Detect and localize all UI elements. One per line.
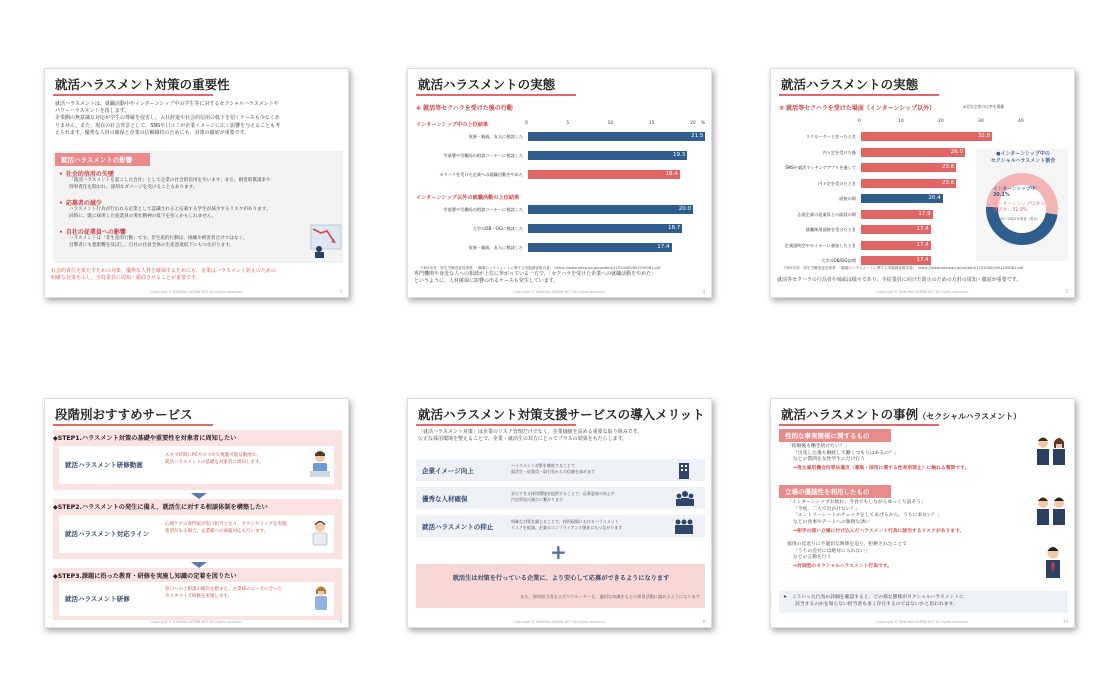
- slide-title: 就活ハラスメントの実態: [418, 77, 556, 92]
- source-text: 令和5年度 厚生労働省委託事業 「職場のハラスメントに関する実態調査報告書」 https://www.mhlw.go.jp/content/11910000/001259081.pdf: [783, 266, 1024, 270]
- merit-name: 企業イメージ向上: [422, 467, 474, 475]
- bar: [861, 163, 956, 172]
- bar-category-label: 志望企業の従業員との面談の場: [797, 211, 856, 217]
- title-underline: [779, 94, 939, 96]
- donut-note: ※2020〜2022卒業者（男女）: [993, 217, 1041, 221]
- bar: [528, 132, 705, 141]
- bar-category-label: 就職採用面接を受けたとき: [805, 227, 856, 232]
- slide-importance: [44, 68, 349, 298]
- bar: [528, 151, 687, 160]
- footer-copyright: Copyright © RAKUNA-ADMIN NET All rights reserved.: [150, 290, 243, 294]
- bar-value-label: 20.0: [678, 206, 691, 212]
- bar-value-label: 23.8: [941, 164, 955, 170]
- donut-outer-label: インターンシップ以外の 就活中：31.9%: [993, 202, 1046, 213]
- title-underline: [779, 424, 939, 426]
- falling-chart-person-icon: [307, 219, 345, 259]
- bar-category-label: 面接の場: [839, 196, 856, 201]
- bar-category-label: 労基署や労働局の相談コーナーに相談した: [443, 207, 523, 212]
- bar-value-label: 20.4: [928, 195, 941, 201]
- unit-label: %: [701, 121, 706, 126]
- axis-tick-label: 10: [898, 119, 904, 124]
- donut-title: ●インターンシップ中の セクシャルハラスメント割合: [990, 151, 1056, 164]
- bar-value-label: 21.5: [691, 133, 704, 139]
- bar-category-label: 家族・親戚、友人に相談した: [468, 134, 523, 139]
- case-result: ⇒対価型のセクシャルハラスメント行為です。: [793, 564, 892, 569]
- group-title: インターンシップ以外の就職活動の上位結果: [416, 195, 520, 201]
- bar: [861, 256, 931, 265]
- two-people-icon: [1033, 495, 1069, 531]
- merit-desc: 明確な対策を講じることで、採用現場におけるハラスメント リスクを低減、企業のコンプライアンス強化にもつながります: [511, 519, 623, 530]
- slide-title: 就活ハラスメントの実態: [781, 77, 919, 92]
- step1-heading: ◆STEP1.ハラスメント対策の基礎や重要性を対象者に周知したい: [53, 435, 237, 442]
- footer-copyright: Copyright © RAKUNA-ADMIN NET All rights reserved.: [150, 620, 243, 624]
- page-number: 6: [339, 619, 342, 624]
- item-heading: • 自社の従業員への影響: [59, 227, 126, 236]
- team-icon: [675, 489, 695, 507]
- case-text: 「結婚後も働き続けたい？」 「出産した後も継続して働くつもりはあるの？」 などの質問を女性学生にだけ行う: [787, 444, 899, 463]
- bar-value-label: 18.7: [668, 225, 681, 231]
- slide-title: 段階別おすすめサービス: [55, 407, 193, 422]
- bar-value-label: 32.8: [977, 133, 991, 139]
- title-underline: [416, 94, 576, 96]
- case-result: ⇒男女雇用機会均等法違反（募集・採用に関する性差別禁止）に触れる質問です。: [793, 466, 970, 471]
- conclusion-sub: また、採用担当者およびリクルーターも、適切な知識をもとに採用活動に臨めるようになります: [520, 594, 700, 599]
- axis-tick-label: 20: [690, 121, 696, 126]
- axis-tick-label: 0: [525, 121, 528, 126]
- conclusion-panel: [416, 564, 705, 608]
- page-number: 14: [1062, 619, 1068, 624]
- page-number: 4: [702, 289, 705, 294]
- title-underline: [53, 94, 213, 96]
- bar: [528, 205, 693, 214]
- page-number: 3: [339, 289, 342, 294]
- bar-value-label: 17.4: [916, 226, 929, 232]
- bar-value-label: 23.8: [941, 179, 955, 186]
- section-header: 性的な事実関係に関するもの: [779, 429, 891, 442]
- title-underline: [53, 424, 213, 426]
- item-body: ハラスメント行為が行われる企業として認識されると応募する学生が減少するリスクがあります。 同時に、既に採用した従業員の愛社精神の低下を招くかもしれません。: [69, 207, 271, 219]
- item-body: 「就活ハラスメントを起こした会社」として企業の社会的信用を失います。また、損害賠償請求や 刑事責任を問われ、深刻なダメージを受けることもあります。: [69, 178, 271, 190]
- axis-tick-label: 10: [607, 121, 614, 126]
- slide-reality-scenes: [770, 68, 1075, 298]
- slide-services-by-step: [44, 398, 349, 628]
- bar: [861, 179, 956, 188]
- bar-category-label: 労基署や労働局の相談コーナーに相談した: [443, 153, 523, 158]
- service-desc: スキマ時間にPCやスマホで視聴可能な動画で、 就活ハラスメントの基礎を対象者に周知します。: [165, 453, 264, 465]
- merit-name: 就活ハラスメントの抑止: [422, 523, 494, 531]
- service-name: 就活ハラスメント対応ライン: [65, 530, 150, 538]
- slide-merits: [407, 398, 712, 628]
- merit-row: [416, 459, 705, 481]
- footer-copyright: Copyright © RAKUNA-ADMIN NET All rights reserved.: [513, 620, 606, 624]
- bar: [861, 241, 931, 250]
- slide-reality-actions: [407, 68, 712, 298]
- bar: [528, 224, 682, 233]
- service-name: 就活ハラスメント研修: [65, 595, 130, 603]
- bar-category-label: リクルーターと会ったとき: [805, 134, 856, 139]
- slide-title: 就活ハラスメント対策の重要性: [55, 77, 230, 92]
- conclusion-text: 就活生は対策を行っている企業に、より安心して応募ができるようになります: [452, 575, 670, 582]
- group-title: インターンシップ中の上位結果: [416, 122, 489, 128]
- bar-value-label: 26.0: [950, 148, 963, 155]
- chart-title: ④ 就活等セクハラを受けた後の行動: [416, 105, 513, 112]
- step3-heading: ◆STEP3.課題に沿った教育・研修を実施し知識の定着を図りたい: [53, 573, 237, 580]
- item-heading: • 応募者の減少: [59, 198, 102, 207]
- building-icon: [677, 461, 691, 479]
- axis-tick-label: 30: [978, 119, 984, 124]
- bar-category-label: 大学のOB/OG訪問: [820, 258, 856, 263]
- person-headset-icon: [307, 519, 333, 551]
- slide-title: 就活ハラスメントの事例（セクシャルハラスメント）: [781, 407, 1022, 422]
- chart-title: ③ 就活等セクハラを受けた場面（インターンシップ以外）: [779, 105, 936, 112]
- businessman-icon: [1041, 545, 1065, 581]
- bar-category-label: セクハラを受けた企業への就職活動をやめた: [439, 172, 523, 177]
- service-name: 就活ハラスメント研修動画: [65, 461, 143, 469]
- title-underline: [416, 424, 576, 426]
- bar: [528, 170, 680, 179]
- bar-value-label: 17.4: [657, 244, 670, 250]
- summary-text: 専門機関や身近な人への相談が上位に挙がっている一方で、「セクハラを受けた企業への就職活動をやめた」 というように、人材確保に影響の出るケースも発生しています。: [414, 271, 657, 285]
- bar-category-label: 内々定を受けた後: [822, 149, 856, 155]
- bar-value-label: 18.4: [665, 171, 678, 177]
- intro-text: 「就活ハラスメント対策」は企業のリスク管理だけでなく、企業価値を高める重要な取り組みです。 公正な採用環境を整えることで、企業・就活生の双方にとってプラスの効果をもたらします。: [418, 429, 643, 443]
- merit-row: [416, 487, 705, 509]
- bar-value-label: 17.4: [916, 257, 929, 263]
- intro-text: 就活ハラスメントは、就職活動中やインターンシップ中の学生等に対するセクシャルハラスメントや パワーハラスメントを指します。 企業側の無意識な対応が学生の尊厳を侵害し、入社辞退や社会的信用の低下を招くケースも少なくあ りません。また、現在の社会背景として、SNSや口コミが企業イメージに広く影響を与えることも考 えられます。優秀な人材の確保と企業の信頼維持のためにも、対策の徹底が重要です。: [55, 101, 281, 136]
- section-header: 就活ハラスメントの影響: [55, 153, 150, 166]
- conclusion-text: 社会的責任を果たすための対策、優秀な人材を確保するためにも、企業はハラスメント防止のための 明確な対策を示し、全従業員に周知・徹底させることが重要です。: [51, 268, 276, 282]
- bar-category-label: 内々定を受けたとき: [818, 180, 856, 186]
- source-text: 令和5年度 厚生労働省委託事業 「職場のハラスメントに関する実態調査報告書」 https://www.mhlw.go.jp/content/11910000/001259081.pdf: [420, 266, 661, 270]
- bar: [861, 132, 992, 141]
- two-people-icon: [1033, 435, 1069, 471]
- bar-category-label: 家族・親戚、友人に相談した: [468, 245, 523, 250]
- case-result: ⇒相手の弱い立場に付け込んだハラスメント行為に該当するリスクがあります。: [793, 529, 965, 534]
- axis-tick-label: 40: [1018, 119, 1024, 124]
- axis-tick-label: 5: [566, 121, 570, 126]
- case-text: 採用の見返りに不適切な関係を迫り、拒絶されたことで 「うちの会社には絶対に入れない」 などの言動を行う: [787, 542, 907, 561]
- footer-copyright: Copyright © RAKUNA-ADMIN NET All rights reserved.: [876, 290, 969, 294]
- axis-tick-label: 20: [938, 119, 944, 124]
- footer-copyright: Copyright © RAKUNA-ADMIN NET All rights reserved.: [876, 620, 969, 624]
- case-text: 「インターンシップお疲れ。今食でもしながらゆっくり話そう」 「今度、二人で出かけない？」 「エントリーシートのチェックをしてあげるから、うちに来ない？」 などの食事やデートへの執拗な誘い: [787, 500, 942, 525]
- chart-note: ※男女全体の比率を掲載: [963, 104, 1005, 109]
- merit-desc: ハラスメント対策を徹底することで 就活生・従業員・取引先からの信頼を高めます: [511, 463, 595, 474]
- slide-cases: [770, 398, 1075, 628]
- item-heading: • 社会的信用の失墜: [59, 169, 114, 178]
- person-presenter-icon: [309, 584, 333, 614]
- merit-row: [416, 515, 705, 537]
- bar: [861, 148, 965, 157]
- plus-icon: +: [550, 540, 567, 564]
- bar-value-label: 19.3: [672, 152, 686, 158]
- service-desc: 心理ケアの専門家が窓口担当となり、カウンセリングを実施。 希望がある場合、企業様への通報対応も行います。: [165, 522, 291, 534]
- item-body: ハラスメントは「非生産的行動」です。非生産的行動は、組織や被害者だけではなく、 目撃者にも悪影響を及ぼし、自社の社員全体の生産意欲低下にもつながります。: [69, 236, 248, 248]
- bar-value-label: 17.4: [916, 241, 929, 248]
- axis-tick-label: 15: [648, 121, 655, 126]
- merit-name: 優秀な人材確保: [422, 495, 468, 503]
- slide-title: 就活ハラスメント対策支援サービスの導入メリット: [418, 407, 705, 422]
- people-group-icon: [673, 517, 695, 535]
- merit-desc: 安心できる採用環境を提供することで、応募意欲の向上や 内定辞退の減少に繋がります: [511, 491, 615, 502]
- service-desc: 窓口へのご相談の傾向を踏まえ、企業様のニーズに合った カスタマイズ研修を実施します。: [165, 587, 283, 599]
- summary-text: 就活等セクハラの行為者や場面は様々であり、全従業員に向けた防止のための方針の周知・徹底が重要です。: [777, 277, 1022, 283]
- bar-category-label: SNSや就活マッチングアプリを通して: [785, 165, 856, 170]
- bar: [861, 225, 931, 234]
- donut-inner-label: インターンシップ中： 30.1%: [993, 187, 1041, 198]
- footer-copyright: Copyright © RAKUNA-ADMIN NET All rights reserved.: [513, 290, 606, 294]
- bar-value-label: 17.9: [918, 210, 931, 217]
- person-laptop-icon: [307, 449, 333, 481]
- bar-category-label: 大学のOB・OGに相談した: [472, 226, 523, 231]
- bar-category-label: 企業説明会やセミナーに参加したとき: [784, 242, 856, 248]
- axis-tick-label: 0: [858, 119, 861, 124]
- bar: [861, 210, 933, 219]
- bar: [528, 243, 672, 252]
- bar: [861, 194, 943, 203]
- page-number: 8: [702, 619, 705, 624]
- step2-heading: ◆STEP2.ハラスメントの発生に備え、就活生に対する相談体制を構築したい: [53, 504, 268, 511]
- page-number: 5: [1065, 289, 1068, 294]
- note-text: ➤ こういった行為の詳細を確認すると、どの様な態様がセクシャルハラスメントに 該当するのかを知らない担当者も多く存在するのではないかと思われます。: [783, 595, 964, 607]
- section-header: 立場の優越性を利用したもの: [779, 485, 891, 498]
